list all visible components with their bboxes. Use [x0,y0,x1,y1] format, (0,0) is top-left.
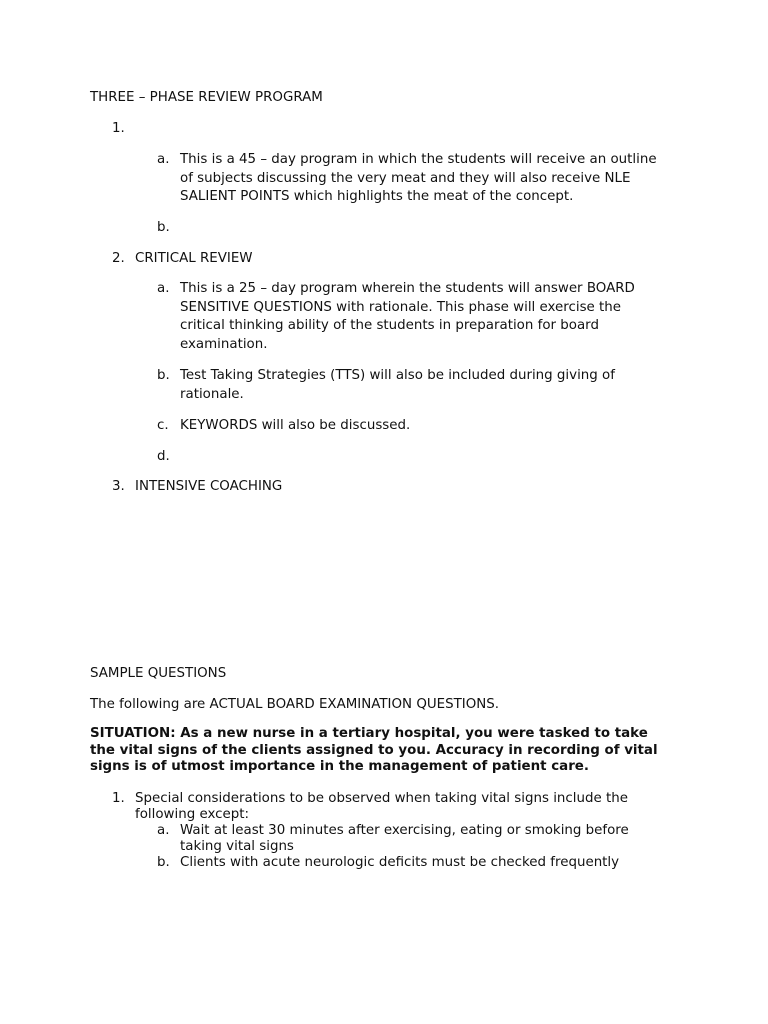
question-text [135,791,695,823]
text-line: rationale. [180,386,244,402]
option-text: Clients with acute neurologic deficits must be checked frequently [180,855,620,870]
list-number: 3. [112,479,125,494]
phase-3-title: INTENSIVE COACHING [135,479,283,494]
text-line: Special considerations to be observed when taking vital signs include the [135,791,628,806]
list-marker: a. [157,281,170,296]
list-item-text [180,151,677,207]
text-line: critical thinking ability of the students in preparation for board [180,318,599,333]
text-line: Test Taking Strategies (TTS) will also be included during giving of [180,368,615,383]
text-line: examination. [180,336,268,352]
list-marker: a. [157,152,170,167]
situation-paragraph [90,726,690,776]
text-line: This is a 25 – day program wherein the students will answer BOARD [180,281,635,296]
list-marker: c. [157,418,169,433]
text-line: taking vital signs [180,839,294,854]
text-line: SALIENT POINTS which highlights the meat of the concept. [180,189,574,204]
list-number: 1. [112,121,125,136]
list-item-text [180,280,677,354]
text-line: This is a 45 – day program in which the students will receive an outline [180,152,657,167]
text-line: of subjects discussing the very meat and they will also receive NLE [180,170,631,186]
text-line: Wait at least 30 minutes after exercising, eating or smoking before [180,823,629,838]
option-marker: a. [157,823,170,838]
text-line: following except: [135,807,250,822]
text-line: signs is of utmost importance in the management of patient care. [90,759,589,774]
sample-intro: The following are ACTUAL BOARD EXAMINATION QUESTIONS. [90,697,500,712]
list-marker: b. [157,368,170,383]
text-line: the vital signs of the clients assigned to you. Accuracy in recording of vital [90,742,658,758]
text-line: SITUATION: As a new nurse in a tertiary hospital, you were tasked to take [90,726,648,741]
phase-2-title: CRITICAL REVIEW [135,251,253,266]
list-item-text: KEYWORDS will also be discussed. [180,418,411,433]
list-marker: b. [157,220,170,235]
text-line: SENSITIVE QUESTIONS with rationale. This phase will exercise the [180,299,622,315]
list-number: 1. [112,791,125,806]
list-item-text [180,367,677,404]
option-marker: b. [157,855,170,870]
document-heading: THREE – PHASE REVIEW PROGRAM [90,90,323,105]
list-marker: d. [157,449,170,464]
option-text [180,823,677,855]
list-number: 2. [112,251,125,266]
sample-heading: SAMPLE QUESTIONS [90,666,227,681]
